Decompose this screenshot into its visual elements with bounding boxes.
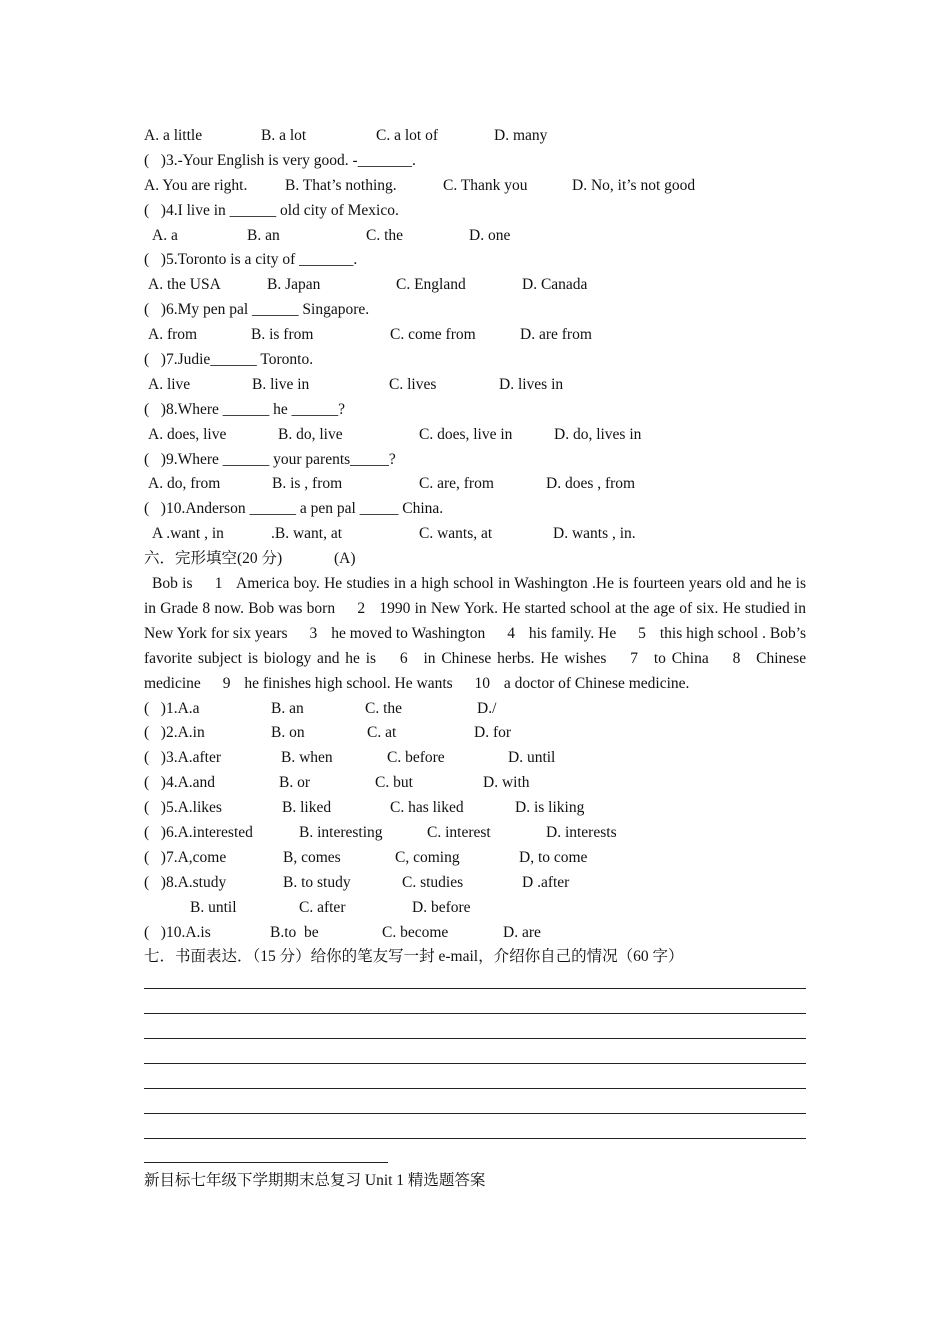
cloze-question: ( )5.A.likes [144, 799, 222, 817]
cloze-option: B. to study [283, 873, 351, 891]
option-b: B. an [247, 226, 280, 244]
option-b: B. do, live [278, 425, 343, 443]
blank-number: 6 [399, 649, 408, 667]
cloze-item [144, 697, 806, 722]
q2-options [144, 124, 806, 149]
cloze-option: D. are [503, 923, 541, 941]
question-6: ( )6.My pen pal ______ Singapore. [144, 301, 370, 319]
section-7-heading: 七．书面表达．（15 分）给你的笔友写一封 e-mail，介绍你自己的情况（60 字） [144, 948, 684, 966]
passage-text: in Chinese herbs. He wishes [423, 649, 607, 667]
cloze-item [144, 846, 806, 871]
question-7: ( )7.Judie______ Toronto. [144, 351, 314, 369]
option-a: A. live [148, 375, 191, 393]
passage-text: he finishes high school. He wants [244, 674, 453, 692]
question-5: ( )5.Toronto is a city of _______. [144, 251, 358, 269]
cloze-option: D. until [508, 749, 556, 767]
passage-text: to China [653, 649, 709, 667]
option-a: A. a [152, 226, 178, 244]
cloze-option: C. at [367, 724, 397, 742]
cloze-question: ( )2.A.in [144, 724, 205, 742]
cloze-passage [144, 572, 806, 697]
option-d: D. No, it’s not good [572, 176, 696, 194]
question-8: ( )8.Where ______ he ______? [144, 400, 346, 418]
option-b: B. is , from [272, 475, 343, 493]
cloze-item [144, 746, 806, 771]
blank-number: 1 [214, 575, 223, 593]
cloze-option: D./ [477, 699, 497, 717]
cloze-option: B, comes [283, 848, 341, 866]
passage-text: Chinese medicine [144, 649, 807, 692]
cloze-option: C. studies [402, 873, 464, 891]
passage-text: this high school . Bob’s favorite subject is biology and he is [144, 624, 807, 667]
option-d: D. Canada [522, 276, 588, 294]
cloze-option: B. on [271, 724, 305, 742]
cloze-option: B. interesting [299, 824, 383, 842]
option-b: B. live in [252, 375, 310, 393]
question-10-options [144, 522, 806, 547]
option-c: C. come from [390, 326, 476, 344]
question-4: ( )4.I live in ______ old city of Mexico. [144, 201, 399, 219]
writing-line [144, 1120, 806, 1145]
option-d: D. do, lives in [554, 425, 642, 443]
cloze-question: ( )8.A.study [144, 873, 227, 891]
cloze-item [144, 721, 806, 746]
passage-text: a doctor of Chinese medicine. [503, 674, 690, 692]
cloze-option: D. for [474, 724, 512, 742]
blank-number: 2 [357, 599, 366, 617]
question-6-options [144, 323, 806, 348]
answer-key-title: 新目标七年级下学期期末总复习 Unit 1 精选题答案 [144, 1172, 486, 1190]
blank-number: 7 [630, 649, 638, 667]
option-b: B. Japan [267, 276, 321, 294]
cloze-option: B. liked [282, 799, 332, 817]
cloze-question: ( )6.A.interested [144, 824, 253, 842]
cloze-option: D. interests [546, 824, 617, 842]
passage-text: he moved to Washington [331, 624, 486, 642]
option-c: C. are, from [419, 475, 494, 493]
blank-number: 8 [732, 649, 741, 667]
cloze-option: D. is liking [515, 799, 585, 817]
writing-line [144, 1070, 806, 1095]
cloze-option: C, coming [395, 848, 460, 866]
cloze-option: D .after [522, 873, 570, 891]
option-c: C. Thank you [443, 176, 528, 194]
writing-line [144, 1045, 806, 1070]
cloze-option: B. until [190, 898, 237, 916]
option-c: C. the [366, 226, 404, 244]
question-3: ( )3.-Your English is very good. -_______. [144, 151, 416, 169]
blank-number: 5 [638, 624, 646, 642]
section-6-heading: 六．完形填空(20 分) (A) [144, 547, 806, 572]
writing-line [144, 1145, 806, 1170]
cloze-question: ( )10.A.is [144, 923, 211, 941]
cloze-question: ( )1.A.a [144, 699, 200, 717]
passage-text: Bob is [152, 575, 193, 593]
option-d: D. does , from [546, 475, 636, 493]
option-a: A. do, from [148, 475, 221, 493]
question-8-options [144, 423, 806, 448]
option-c: C. wants, at [419, 525, 493, 543]
cloze-item [144, 921, 806, 946]
option-b: B. is from [251, 326, 314, 344]
cloze-option: B. an [271, 699, 304, 717]
writing-line [144, 970, 806, 995]
question-9-options [144, 472, 806, 497]
cloze-option: D, to come [519, 848, 588, 866]
question-10: ( )10.Anderson ______ a pen pal _____ China. [144, 500, 444, 518]
blank-number: 4 [507, 624, 515, 642]
cloze-item [144, 796, 806, 821]
cloze-option: D. with [483, 774, 530, 792]
cloze-item [144, 896, 806, 921]
cloze-question: ( )7.A,come [144, 848, 227, 866]
cloze-option: C. has liked [390, 799, 464, 817]
cloze-option: C. after [299, 898, 346, 916]
cloze-option: B. or [279, 774, 310, 792]
cloze-item [144, 871, 806, 896]
option-c: C. a lot of [376, 127, 438, 144]
option-a: A. the USA [148, 276, 221, 294]
passage-text: America boy. He studies in a high school in Washington .He is fourteen years old and he is in Grade 8 now. Bob was born [144, 575, 806, 617]
option-d: D. one [469, 226, 511, 244]
option-d: D. lives in [499, 375, 564, 393]
cloze-option: C. the [365, 699, 403, 717]
cloze-option: B.to be [270, 923, 319, 941]
cloze-option: C. become [382, 923, 449, 941]
option-a: A. does, live [148, 425, 227, 443]
option-c: C. England [396, 276, 466, 294]
option-c: C. lives [389, 375, 437, 393]
cloze-items [144, 697, 806, 946]
cloze-item [144, 771, 806, 796]
option-a: A .want , in [152, 525, 224, 543]
option-c: C. does, live in [419, 425, 513, 443]
writing-line [144, 1020, 806, 1045]
cloze-option: C. before [387, 749, 445, 767]
passage-text: his family. He [528, 624, 617, 642]
question-9: ( )9.Where ______ your parents_____? [144, 450, 396, 468]
option-a: A. You are right. [144, 176, 248, 194]
writing-line [144, 995, 806, 1020]
option-b: .B. want, at [271, 525, 343, 543]
blank-number: 9 [222, 674, 231, 692]
cloze-option: B. when [281, 749, 333, 767]
exam-page [144, 124, 806, 1194]
question-5-options [144, 273, 806, 298]
cloze-question: ( )4.A.and [144, 774, 216, 792]
blank-number: 3 [309, 624, 318, 642]
cloze-item [144, 821, 806, 846]
cloze-option: C. but [375, 774, 413, 792]
question-3-options [144, 174, 806, 199]
passage-text: 1990 in New York. He started school at the age of six. He studied in New York for six years [144, 599, 806, 642]
question-7-options [144, 373, 806, 398]
option-a: A. a little [144, 127, 203, 144]
section-6-part: (A) [334, 550, 356, 568]
blank-number: 10 [474, 674, 491, 692]
cloze-question: ( )3.A.after [144, 749, 222, 767]
option-d: D. are from [520, 326, 592, 344]
writing-lines [144, 970, 806, 1169]
option-d: D. wants , in. [553, 525, 636, 543]
cloze-option: D. before [412, 898, 471, 916]
option-b: B. a lot [261, 127, 307, 144]
question-4-options [144, 224, 806, 249]
option-d: D. many [494, 127, 548, 144]
option-b: B. That’s nothing. [285, 176, 397, 194]
cloze-option: C. interest [427, 824, 491, 842]
writing-line [144, 1095, 806, 1120]
option-a: A. from [148, 326, 198, 344]
